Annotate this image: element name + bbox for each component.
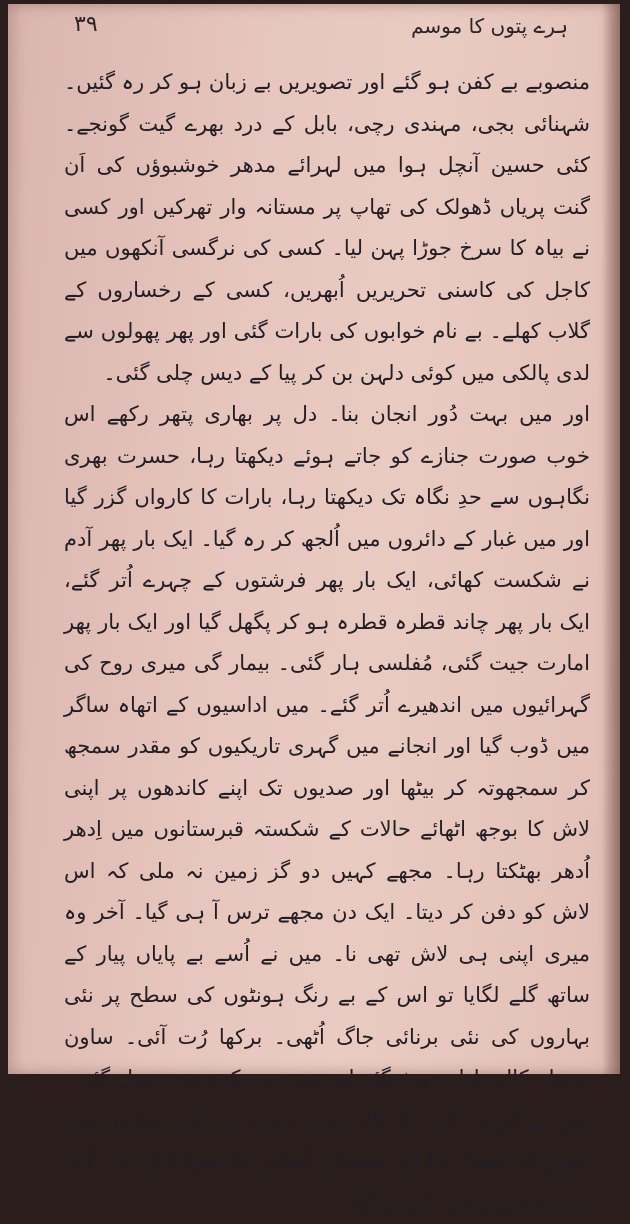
paragraph-2: اور میں بہت دُور انجان بنا۔ دل پر بھاری پتھر رکھے اس خوب صورت جنازے کو جاتے ہوئے دیکھتا رہا، حسرت بھری نگاہوں سے حدِ نگاہ تک دیکھتا رہا، بارات کا کارواں گزر گیا اور میں غبار کے دائروں میں اُلجھ کر رہ گیا۔ ایک بار پھر آدم نے شکست کھائی، ایک بار پھر فرشتوں کے چہرے اُتر گئے، ایک بار پھر چاند قطرہ قطرہ ہو کر پگھل گیا اور ایک بار پھر امارت جیت گئی، مُفلسی ہار گئی۔ بیمار گی میری روح کی گہرائیوں میں اندھیرے اُتر گئے۔ میں اداسیوں کے اتھاہ ساگر میں ڈوب گیا اور انجانے میں گہری تاریکیوں کو مقدر سمجھ کر سمجھوتہ کر بیٹھا اور صدیوں تک اپنے کاندھوں پر اپنی لاش کا بوجھ اٹھائے حالات کے شکستہ قبرستانوں میں اِدھر اُدھر بھٹکتا رہا۔ مجھے کہیں دو گز زمین نہ ملی کہ اس لاش کو دفن کر دیتا۔ ایک دن مجھے ترس آ ہی گیا۔ آخر وہ میری اپنی ہی لاش تھی نا۔ میں نے اُسے بے پایاں پیار کے ساتھ گلے لگایا تو اس کے بے رنگ ہونٹوں کی سطح پر نئی بہاروں کی نئی برنائی جاگ اُٹھی۔ برکھا رُت آئی۔ ساون برسا۔ کالے بادل چھٹ گئے اور دور دور تک دھوپ پھیل گئی۔ میں نے گزرے "کل" کا کالا خواب اپنے ذہن کی دیواروں سے کھرچ کر پھینک دیا اور سجیلی آشاؤں کا سہارا لے کر "آج" کی رعنائیوں میں گم ہو گیا۔ [64,402,590,1215]
page-number: ۳۹ [74,12,98,37]
paragraph-1: منصوبے بے کفن ہو گئے اور تصویریں بے زبان ہو کر رہ گئیں۔ شہنائی بجی، مہندی رچی، بابل کے درد بھرے گیت گونجے۔ کئی حسین آنچل ہوا میں لہرائے مدھر خوشبوؤں کی اَن گنت پریاں ڈھولک کی تھاپ پر مستانہ وار تھرکیں اور کسی نے بیاہ کا سرخ جوڑا پہن لیا۔ کسی کی نرگسی آنکھوں میں کاجل کی کاسنی تحریریں اُبھریں، کسی کے رخساروں کے گلاب کھلے۔ بے نام خوابوں کی بارات گئی اور پھر پھولوں سے لدی پالکی میں کوئی دلہن بن کر پیا کے دیس چلی گئی۔ [64,70,590,385]
body-text [64,62,590,1224]
running-title: ہرے پتوں کا موسم [411,14,568,38]
book-page [8,4,620,1215]
binding-shadow [602,4,620,1074]
page-header [8,10,620,54]
